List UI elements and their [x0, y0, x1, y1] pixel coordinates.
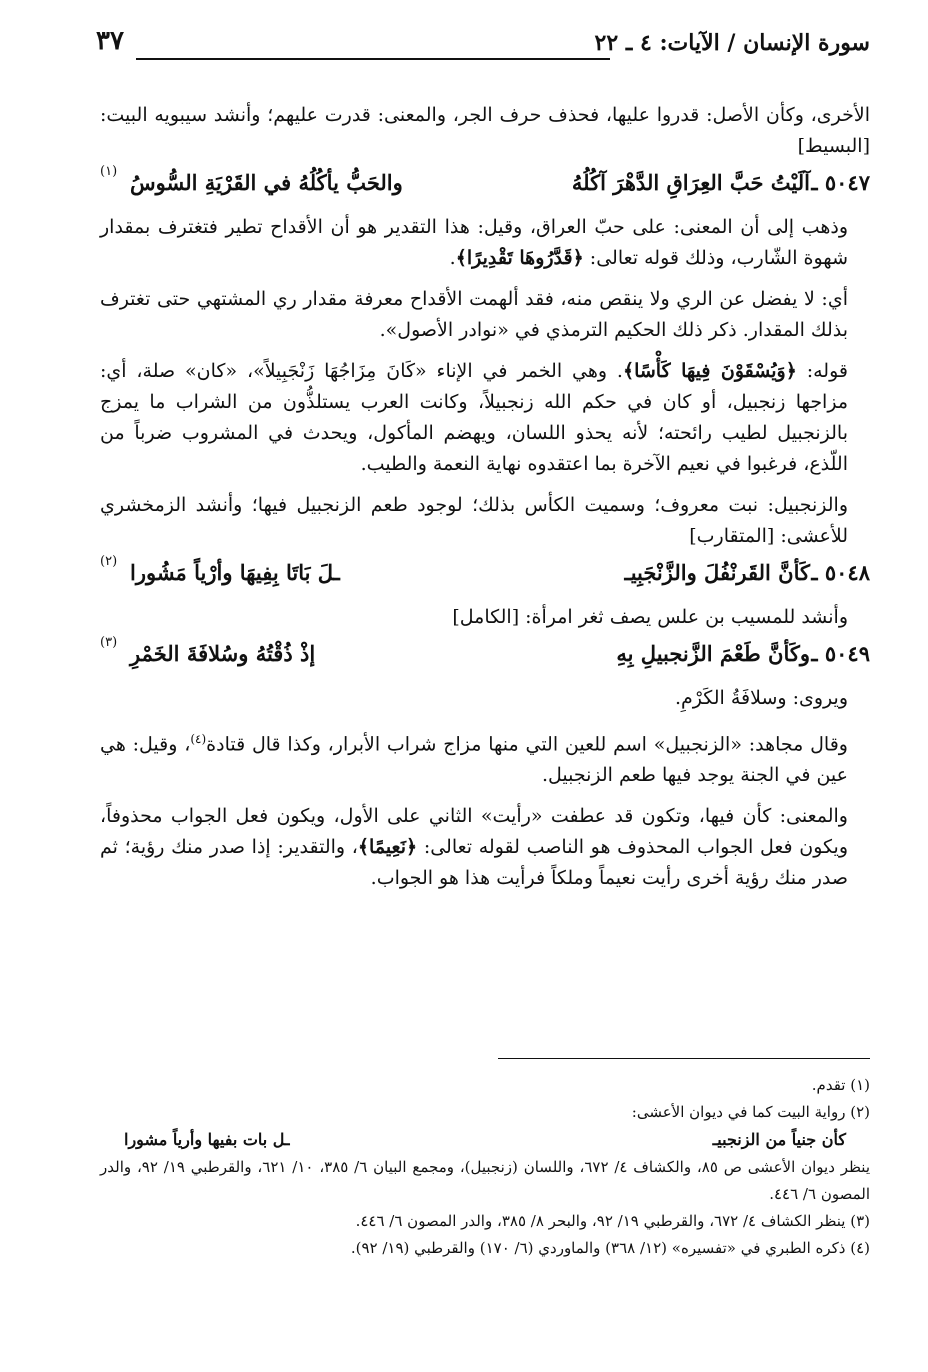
- paragraph-text: وقال مجاهد: «الزنجبيل» اسم للعين التي منها مزاج شراب الأبرار، وكذا قال قتادة: [206, 733, 848, 756]
- quran-quote: ﴿نَعِيمًا﴾: [357, 836, 418, 859]
- paragraph-text: قوله:: [806, 360, 848, 382]
- paragraph: [100, 801, 870, 894]
- footnote-marker: (٤): [190, 732, 207, 746]
- verse-5049: [100, 637, 870, 677]
- footnote-3: (٣) ينظر الكشاف ٤/ ٦٧٢، والقرطبي ١٩/ ٩٢، والبحر ٨/ ٣٨٥، والدر المصون ٦/ ٤٤٦.: [355, 1212, 870, 1230]
- footnotes: [100, 1072, 870, 1262]
- paragraph: وأنشد للمسيب بن علس يصف ثغر امرأة: [الكامل]: [452, 606, 848, 628]
- paragraph-text: والمعنى: كأن فيها، وتكون قد عطفت «رأيت» الثاني على الأول، ويكون فعل الجواب محذوفاً، ويكون فعل الجواب المحذوف هو الناصب لقوله تعالى:: [100, 805, 849, 859]
- verse-number: ٥٠٤٧ ـ: [811, 170, 870, 195]
- footnote-2: (٢) رواية البيت كما في ديوان الأعشى:: [631, 1103, 870, 1121]
- footnote-marker: (١): [100, 164, 118, 179]
- paragraph: والزنجبيل: نبت معروف؛ وسميت الكأس بذلك؛ لوجود طعم الزنجبيل فيها؛ وأنشد الزمخشري للأعشى: [المتقارب]: [100, 494, 848, 547]
- verse-first-hemistich: وكَأنَّ طَعْمَ الزَّنجبيلِ بِهِ: [616, 641, 810, 666]
- verse-number: ٥٠٤٩ ـ: [811, 641, 870, 666]
- paragraph-end: .: [449, 247, 456, 269]
- footnote-rule: [498, 1058, 870, 1059]
- verse-first-hemistich: آلَيْتُ حَبَّ العِرَاقِ الدَّهْرَ آكُلُهُ: [571, 170, 810, 195]
- footnote-1: (١) تقدم.: [811, 1076, 870, 1094]
- footnote-4: (٤) ذكره الطبري في «تفسيره» (١٢/ ٣٦٨) والماوردي (٦/ ١٧٠) والقرطبي (١٩/ ٩٢).: [350, 1239, 870, 1257]
- verse-second-hemistich: ـلَ بَاتَا بِفِيهَا وأرْياً مَشُورا: [130, 560, 340, 585]
- footnote-verse-second: ـل بات بفيها وأرياً مشورا: [124, 1130, 290, 1149]
- paragraph: [100, 724, 870, 791]
- quran-quote: ﴿وَيُسْقَوْنَ فِيهَا كَأْسًا﴾: [622, 360, 797, 382]
- paragraph: أي: لا يفضل عن الري ولا ينقص منه، فقد ألهمت الأقداح معرفة مقدار ري المشتهي حتى تغترف بذلك المقدار. ذكر ذلك الحكيم الترمذي في «نوادر الأصول».: [100, 288, 848, 341]
- main-text: [100, 100, 870, 898]
- paragraph-text: ، وقيل: هي عين في الجنة يوجد فيها طعم الزنجبيل.: [100, 733, 848, 787]
- verse-5047: [100, 166, 870, 206]
- verse-second-hemistich: والحَبُّ يأكُلُهُ في القَرْيَةِ السُّوسُ: [130, 170, 403, 195]
- paragraph: [100, 356, 870, 480]
- verse-number: ٥٠٤٨ ـ: [811, 560, 870, 585]
- paragraph: [100, 212, 870, 274]
- paragraph-text: ، والتقدير: إذا صدر منك رؤية؛ ثم صدر منك رؤية أخرى رأيت نعيماً وملكاً فرأيت هذا هو الجواب.: [100, 836, 848, 890]
- quran-quote: ﴿قَدَّرُوهَا تَقْدِيرًا﴾: [455, 247, 584, 269]
- paragraph: الأخرى، وكأن الأصل: قدروا عليها، فحذف حرف الجر، والمعنى: قدرت عليهم؛ وأنشد سيبويه البيت: [البسيط]: [100, 104, 870, 157]
- footnote-verse: [100, 1126, 870, 1154]
- footnote-marker: (٢): [100, 554, 118, 569]
- paragraph-text: وذهب إلى أن المعنى: على حبّ العراق، وقيل: هذا التقدير هو أن الأقداح تطير فتغترف بمقدار شهوة الشّارب، وذلك قوله تعالى:: [100, 216, 848, 269]
- footnote-2-reference: ينظر ديوان الأعشى ص ٨٥، والكشاف ٤/ ٦٧٢، واللسان (زنجبيل)، ومجمع البيان ٦/ ٣٨٥، ١٠/ ٦٢١، والقرطبي ١٩/ ٩٢، والدر المصون ٦/ ٤٤٦.: [100, 1158, 871, 1203]
- paragraph-text: . وهي الخمر في الإناء «كَانَ مِزَاجُهَا زَنْجَبِيلاً»، «كان» صلة، أي: مزاجها زنجبيل، أو كان في حكم الله زنجبيلاً، وكانت العرب يستلذُّون من الشراب ما يمزج بالزنجبيل لطيب رائحته؛ لأنه يحذو اللسان، ويهضم المأكول، ويحدث في المشروب ضرباً من اللّذع، فرغبوا في نعيم الآخرة بما اعتقدوه نهاية النعمة والطيب.: [100, 360, 848, 475]
- header-title: سورة الإنسان / الآيات: ٤ ـ ٢٢: [587, 30, 870, 56]
- header-rule: [136, 58, 610, 60]
- verse-5048: [100, 556, 870, 596]
- verse-first-hemistich: كَأنَّ القَرنْفُلَ والزَّنْجَبِيـ: [624, 560, 810, 585]
- footnote-marker: (٣): [100, 635, 118, 650]
- footnote-verse-first: كأن جنياً من الزنجبيـ: [712, 1130, 846, 1149]
- verse-second-hemistich: إذْ ذُقْتُهُ وسُلافَةَ الخَمْرِ: [130, 641, 316, 666]
- paragraph: ويروى: وسلافَةُ الكَرْمِ.: [674, 687, 848, 709]
- page-number: ٣٧: [96, 26, 132, 56]
- running-header: [96, 24, 870, 68]
